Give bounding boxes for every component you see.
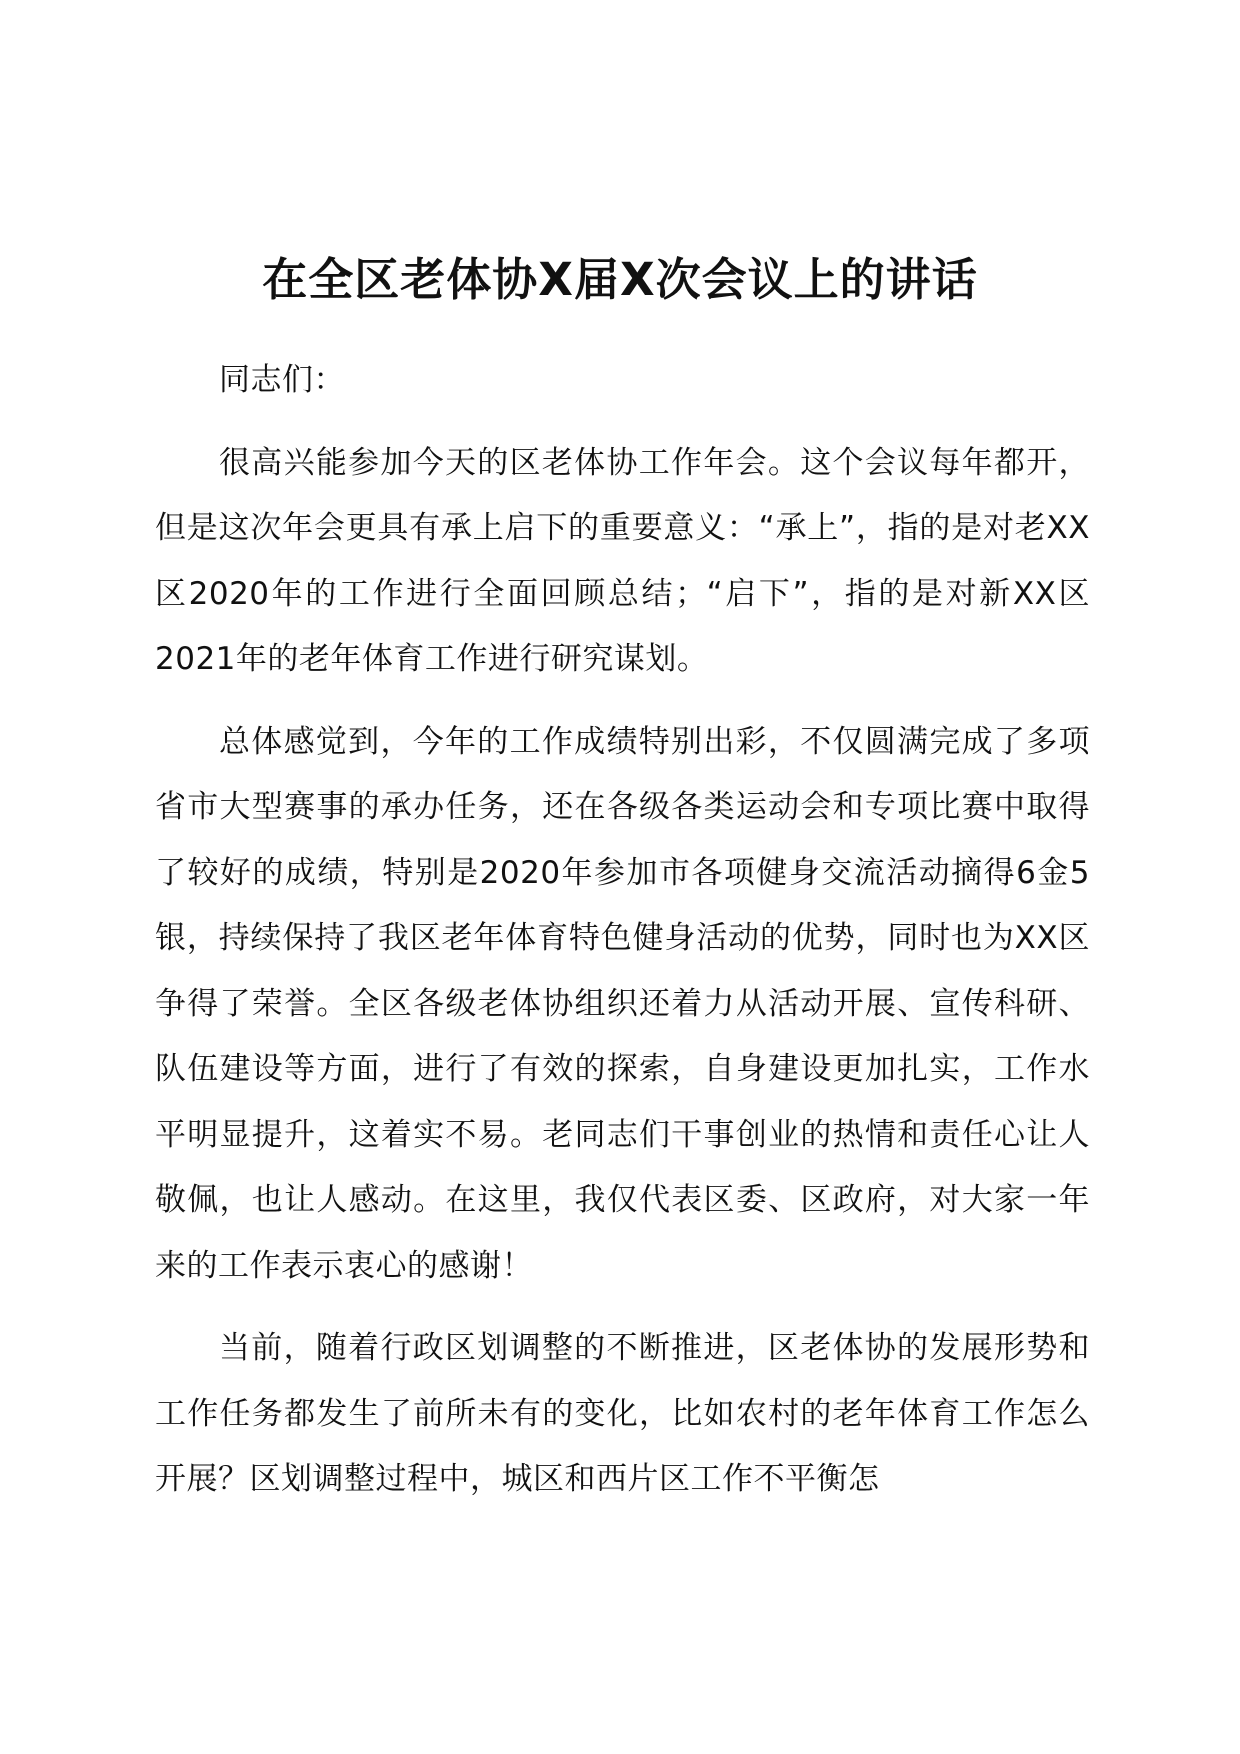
paragraph-3: 当前，随着行政区划调整的不断推进，区老体协的发展形势和工作任务都发生了前所未有的变化，比如农村的老年体育工作怎么开展？区划调整过程中，城区和西片区工作不平衡怎 xyxy=(155,1330,1090,1497)
paragraph-2: 总体感觉到，今年的工作成绩特别出彩，不仅圆满完成了多项省市大型赛事的承办任务，还在各级各类运动会和专项比赛中取得了较好的成绩，特别是2020年参加市各项健身交流活动摘得6金5银，持续保持了我区老年体育特色健身活动的优势，同时也为XX区争得了荣誉。全区各级老体协组织还着力从活动开展、宣传科研、队伍建设等方面，进行了有效的探索，自身建设更加扎实，工作水平明显提升，这着实不易。老同志们干事创业的热情和责任心让人敬佩，也让人感动。在这里，我仅代表区委、区政府，对大家一年来的工作表示衷心的感谢！ xyxy=(155,723,1090,1284)
paragraph-1: 很高兴能参加今天的区老体协工作年会。这个会议每年都开，但是这次年会更具有承上启下的重要意义：“承上”，指的是对老XX区2020年的工作进行全面回顾总结；“启下”，指的是对新XX区2021年的老年体育工作进行研究谋划。 xyxy=(155,444,1090,677)
salutation: 同志们： xyxy=(219,362,345,398)
document-body xyxy=(155,348,1090,1513)
document-title: 在全区老体协X届X次会议上的讲话 xyxy=(262,253,978,306)
